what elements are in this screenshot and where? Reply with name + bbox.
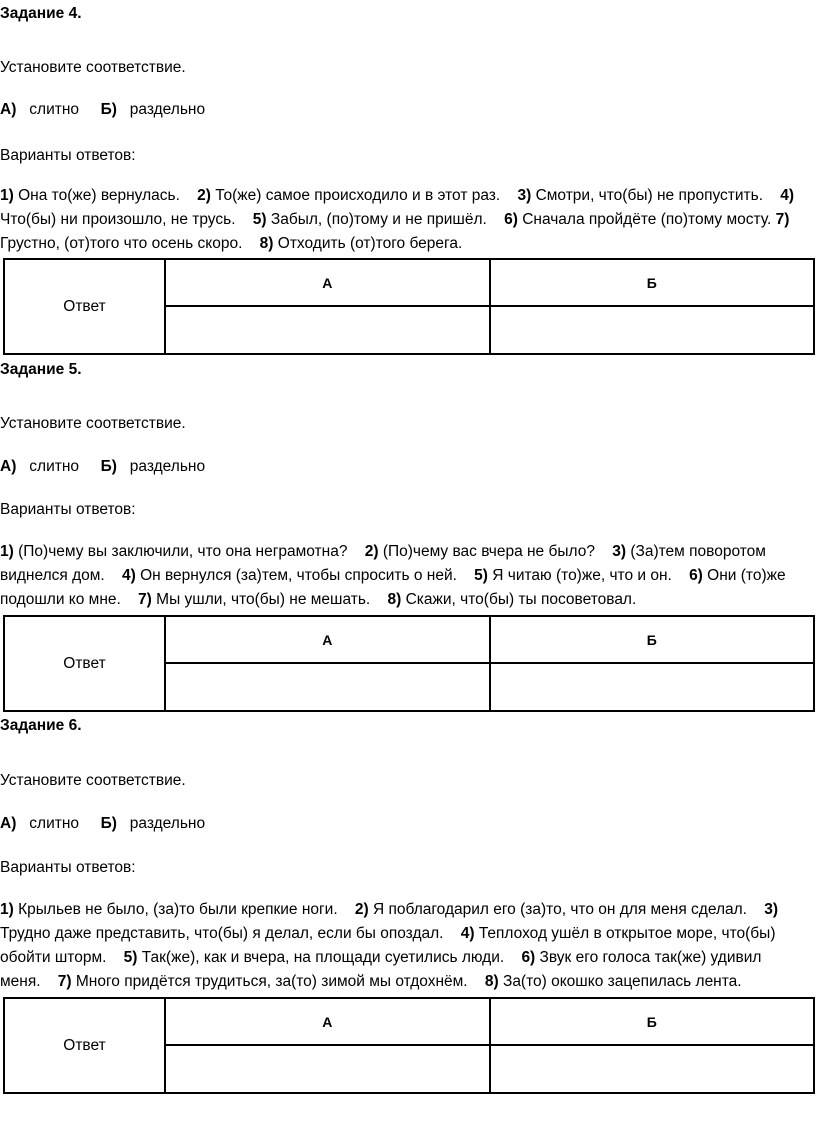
variant-number: 4) — [121, 567, 136, 584]
variants-title: Варианты ответов: — [0, 501, 136, 518]
task-6 — [0, 714, 816, 990]
column-a-header: А — [165, 616, 490, 663]
variant-number: 8) — [484, 973, 499, 990]
task-4 — [0, 2, 816, 252]
variant-number: 3) — [764, 901, 778, 918]
variant-text: (По)чему вас вчера не было? — [382, 543, 595, 560]
variant-number: 1) — [0, 901, 14, 918]
variant-text: Сначала пройдёте (по)тому мосту. — [522, 211, 772, 228]
option-b-label: Б) — [100, 101, 117, 118]
answer-cell-a[interactable] — [165, 306, 490, 354]
variant-number: 3) — [517, 187, 532, 204]
option-a-text: слитно — [29, 101, 80, 118]
option-a-label: А) — [0, 815, 17, 832]
answer-label: Ответ — [4, 998, 165, 1093]
variants-list — [0, 184, 812, 256]
column-b-header: Б — [490, 616, 815, 663]
variant-text: Трудно даже представить, что(бы) я делал, если бы опоздал. — [0, 925, 444, 942]
answer-options — [0, 98, 205, 122]
variant-number: 6) — [521, 949, 536, 966]
variant-number: 5) — [252, 211, 267, 228]
variant-number: 1) — [0, 543, 14, 560]
variant-text: Я поблагодарил его (за)то, что он для меня сделал. — [373, 901, 747, 918]
variant-text: Я читаю (то)же, что и он. — [492, 567, 672, 584]
task-instruction: Установите соответствие. — [0, 415, 186, 432]
variant-number: 6) — [689, 567, 703, 584]
variant-number: 8) — [259, 235, 274, 252]
variant-text: Грустно, (от)того что осень скоро. — [0, 235, 243, 252]
variant-text: Много придётся трудиться, за(то) зимой мы отдохнём. — [75, 973, 468, 990]
column-a-header: А — [165, 998, 490, 1045]
answer-cell-b[interactable] — [490, 1045, 815, 1093]
option-a-text: слитно — [29, 815, 80, 832]
task-title: Задание 4. — [0, 5, 82, 22]
option-a-label: А) — [0, 101, 17, 118]
variant-number: 2) — [354, 901, 369, 918]
task-instruction: Установите соответствие. — [0, 772, 186, 789]
answer-table — [3, 615, 815, 712]
task-5 — [0, 358, 816, 608]
option-b-label: Б) — [100, 458, 117, 475]
variant-text: Мы ушли, что(бы) не мешать. — [156, 591, 371, 608]
task-instruction: Установите соответствие. — [0, 59, 186, 76]
variants-list — [0, 540, 812, 612]
variant-number: 3) — [612, 543, 626, 560]
option-b-text: раздельно — [129, 101, 206, 118]
variant-number: 1) — [0, 187, 14, 204]
variant-text: Теплоход ушёл в открытое море, что(бы) обойти шторм. — [0, 925, 776, 966]
variant-text: Крыльев не было, (за)то были крепкие ноги. — [18, 901, 338, 918]
variant-text: Она то(же) вернулась. — [18, 187, 180, 204]
variants-title: Варианты ответов: — [0, 859, 136, 876]
variant-text: Что(бы) ни произошло, не трусь. — [0, 211, 236, 228]
variants-title: Варианты ответов: — [0, 147, 136, 164]
task-title: Задание 5. — [0, 361, 82, 378]
variant-number: 6) — [504, 211, 518, 228]
variant-text: (По)чему вы заключили, что она неграмотна? — [18, 543, 348, 560]
variant-text: Скажи, что(бы) ты посоветовал. — [405, 591, 637, 608]
variant-number: 7) — [138, 591, 152, 608]
variant-text: Так(же), как и вчера, на площади суетились люди. — [141, 949, 505, 966]
variant-number: 2) — [197, 187, 211, 204]
option-b-label: Б) — [100, 815, 117, 832]
answer-table — [3, 997, 815, 1094]
answer-label: Ответ — [4, 259, 165, 354]
answer-options — [0, 455, 205, 479]
variant-number: 8) — [387, 591, 402, 608]
answer-options — [0, 812, 205, 836]
variant-number: 5) — [123, 949, 138, 966]
answer-cell-a[interactable] — [165, 1045, 490, 1093]
variant-number: 4) — [460, 925, 475, 942]
answer-cell-a[interactable] — [165, 663, 490, 711]
answer-cell-b[interactable] — [490, 306, 815, 354]
variant-text: Они (то)же подошли ко мне. — [0, 567, 786, 608]
answer-table — [3, 258, 815, 355]
answer-label: Ответ — [4, 616, 165, 711]
variant-text: Забыл, (по)тому и не пришёл. — [270, 211, 487, 228]
variant-text: То(же) самое происходило и в этот раз. — [215, 187, 501, 204]
option-a-text: слитно — [29, 458, 80, 475]
variant-number: 5) — [474, 567, 488, 584]
column-b-header: Б — [490, 998, 815, 1045]
variants-list — [0, 898, 812, 994]
option-a-label: А) — [0, 458, 17, 475]
variant-text: Он вернулся (за)тем, чтобы спросить о ней. — [140, 567, 457, 584]
variant-text: (За)тем поворотом виднелся дом. — [0, 543, 766, 584]
column-a-header: А — [165, 259, 490, 306]
variant-text: Смотри, что(бы) не пропустить. — [535, 187, 764, 204]
answer-cell-b[interactable] — [490, 663, 815, 711]
variant-text: Отходить (от)того берега. — [277, 235, 463, 252]
variant-number: 2) — [364, 543, 379, 560]
variant-number: 7) — [775, 211, 790, 228]
variant-number: 7) — [57, 973, 72, 990]
variant-number: 4) — [780, 187, 795, 204]
option-b-text: раздельно — [129, 458, 206, 475]
variant-text: Звук его голоса так(же) удивил меня. — [0, 949, 762, 990]
variant-text: За(то) окошко зацепилась лента. — [502, 973, 742, 990]
option-b-text: раздельно — [129, 815, 206, 832]
task-title: Задание 6. — [0, 717, 82, 734]
column-b-header: Б — [490, 259, 815, 306]
